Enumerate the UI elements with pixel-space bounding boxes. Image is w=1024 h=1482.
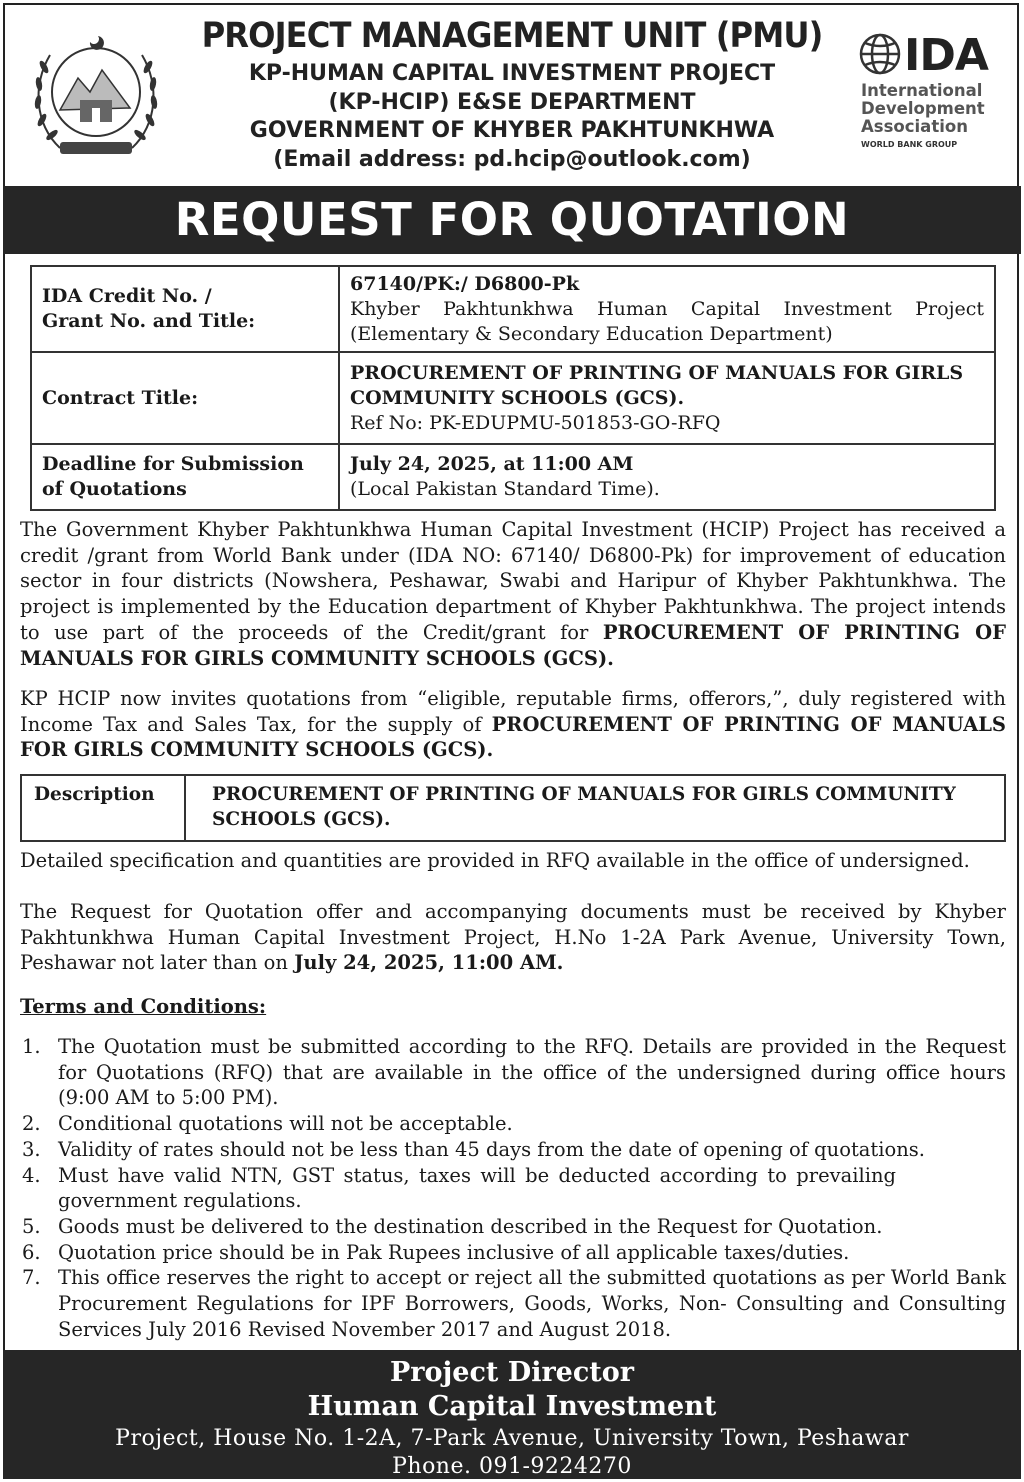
ida-sub-international: International: [861, 81, 983, 100]
ida-logo: [858, 30, 1008, 160]
terms-list: [20, 1034, 1006, 1342]
term-number: 4.: [22, 1163, 41, 1187]
list-item: [20, 1240, 1006, 1266]
intro-procurement-title: PROCUREMENT OF PRINTING OF MANUALS FOR GIRLS COMMUNITY SCHOOLS (GCS).: [20, 620, 1006, 670]
deadline-value-cell: [339, 444, 995, 510]
deadline-timezone: (Local Pakistan Standard Time).: [350, 478, 660, 500]
term-number: 1.: [22, 1035, 41, 1058]
header-line-email: (Email address: pd.hcip@outlook.com): [273, 146, 751, 172]
term-number: 6.: [22, 1240, 41, 1264]
term-number: 2.: [22, 1112, 41, 1136]
header-text: [170, 12, 854, 174]
specification-paragraph: Detailed specification and quantities are provided in RFQ available in the office of undersigned.: [20, 849, 970, 872]
credit-label-line2: Grant No. and Title:: [42, 310, 256, 332]
terms-heading: Terms and Conditions:: [20, 995, 267, 1018]
submission-deadline: July 24, 2025, 11:00 AM.: [294, 951, 564, 975]
description-label: Description: [21, 775, 185, 841]
invitation-text: KP HCIP now invites quotations from “eligible, reputable firms, offerors,”, duly registered with Income Tax and Sales Tax, for the supply of: [20, 687, 1006, 736]
ref-number: Ref No: PK-EDUPMU-501853-GO-RFQ: [350, 411, 721, 434]
header-line-project: KP-HUMAN CAPITAL INVESTMENT PROJECT: [248, 61, 776, 86]
ida-wordmark: IDA: [904, 30, 988, 81]
ida-sub-development: Development: [861, 99, 985, 118]
term-text: Goods must be delivered to the destination described in the Request for Quotation.: [58, 1214, 883, 1238]
credit-number: 67140/PK:/ D6800-Pk: [350, 272, 580, 295]
contract-label-cell: Contract Title:: [31, 352, 339, 444]
list-item: [20, 1111, 1006, 1137]
list-item: [20, 1265, 1006, 1342]
term-number: 5.: [22, 1214, 41, 1238]
ida-subtitle: [861, 82, 985, 136]
description-value: PROCUREMENT OF PRINTING OF MANUALS FOR GIRLS COMMUNITY SCHOOLS (GCS).: [185, 775, 1005, 841]
term-text: Conditional quotations will not be acceptable.: [58, 1112, 513, 1136]
term-text: Quotation price should be in Pak Rupees inclusive of all applicable taxes/duties.: [58, 1240, 850, 1264]
contract-title: PROCUREMENT OF PRINTING OF MANUALS FOR GIRLS COMMUNITY SCHOOLS (GCS).: [350, 361, 964, 409]
term-text: Must have valid NTN, GST status, taxes will be deducted according to prevailing government regulations.: [58, 1163, 896, 1213]
footer-signature: [3, 1350, 1021, 1479]
deadline-label-cell: Deadline for Submission of Quotations: [31, 444, 339, 510]
invitation-procurement-title: PROCUREMENT OF PRINTING OF MANUALS FOR GIRLS COMMUNITY SCHOOLS (GCS).: [20, 712, 1006, 762]
table-row: [21, 775, 1005, 841]
header-line-government: GOVERNMENT OF KHYBER PAKHTUNKHWA: [249, 118, 775, 143]
table-row: [31, 266, 995, 352]
contract-value-cell: [339, 352, 995, 444]
info-table: [30, 265, 996, 511]
table-row: [31, 444, 995, 510]
ida-world-bank-group: WORLD BANK GROUP: [861, 140, 958, 149]
list-item: [20, 1214, 1006, 1240]
intro-paragraph: [20, 517, 1006, 671]
invitation-paragraph: [20, 686, 1006, 763]
header-line-department: (KP-HCIP) E&SE DEPARTMENT: [328, 89, 696, 115]
list-item: [20, 1137, 1006, 1163]
deadline-date: July 24, 2025, at 11:00 AM: [350, 453, 634, 475]
term-text: Validity of rates should not be less than 45 days from the date of opening of quotations.: [58, 1137, 926, 1161]
submission-text: The Request for Quotation offer and accompanying documents must be received by Khyber Pakhtunkhwa Human Capital Investment Project, H.No 1-2A Park Avenue, University Town, Peshawar not later than on: [20, 900, 1006, 975]
intro-text: The Government Khyber Pakhtunkhwa Human Capital Investment (HCIP) Project has received a credit /grant from World Bank under (IDA NO: 67140/ D6800-Pk) for improvement of education sector in four districts (Nowshera, Peshawar, Swabi and Haripur of Khyber Pakhtunkhwa. The project is implemented by the Education department of Khyber Pakhtunkhwa. The project intends to use part of the proceeds of the Credit/grant for: [20, 518, 1006, 644]
term-number: 3.: [22, 1137, 41, 1161]
submission-paragraph: [20, 899, 1006, 976]
footer-designation: Project Director: [389, 1357, 634, 1388]
credit-label-line1: IDA Credit No. /: [42, 285, 212, 307]
footer-address: Project, House No. 1-2A, 7-Park Avenue, University Town, Peshawar: [115, 1426, 909, 1451]
header: [0, 0, 1024, 186]
ida-sub-association: Association: [861, 117, 968, 136]
list-item: [20, 1163, 1006, 1214]
kp-government-crest-icon: [30, 30, 162, 162]
footer-project-name: Human Capital Investment: [307, 1391, 717, 1422]
banner-title: REQUEST FOR QUOTATION: [3, 186, 1021, 254]
credit-title: Khyber Pakhtunkhwa Human Capital Investment Project (Elementary & Secondary Education Department): [350, 297, 984, 345]
term-text: The Quotation must be submitted according to the RFQ. Details are provided in the Request for Quotations (RFQ) that are available in the office of the undersigned during office hours (9:00 AM to 5:00 PM).: [58, 1035, 1006, 1110]
description-table: [20, 774, 1006, 842]
footer-phone: Phone. 091-9224270: [392, 1454, 632, 1479]
globe-icon: [858, 32, 902, 76]
credit-value-cell: [339, 266, 995, 352]
header-title: PROJECT MANAGEMENT UNIT (PMU): [201, 16, 823, 56]
credit-label-cell: [31, 266, 339, 352]
term-text: This office reserves the right to accept or reject all the submitted quotations as per World Bank Procurement Regulations for IPF Borrowers, Goods, Works, Non- Consulting and Consulting Services July 2016 Revised November 2017 and August 2018.: [58, 1266, 1006, 1341]
term-number: 7.: [22, 1266, 41, 1290]
list-item: [20, 1034, 1006, 1111]
table-row: [31, 352, 995, 444]
